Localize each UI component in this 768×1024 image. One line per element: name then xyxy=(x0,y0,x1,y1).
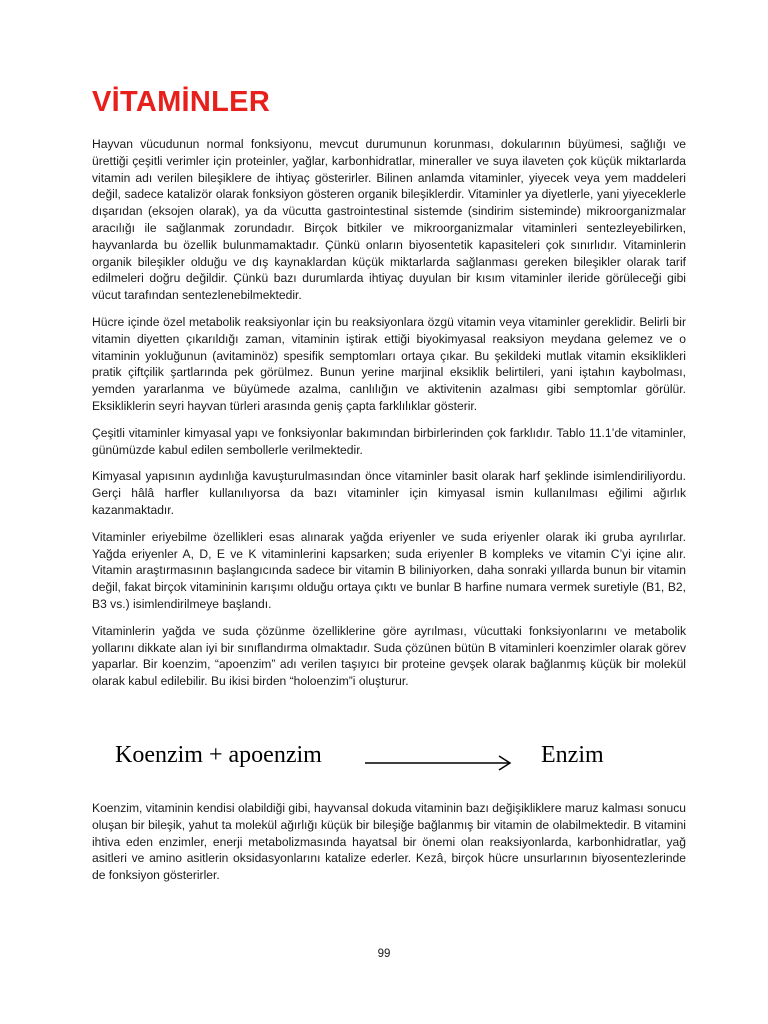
paragraph-intro: Hayvan vücudunun normal fonksiyonu, mevcut durumunun korunması, dokularının büyümesi, sağlığı ve ürettiği çeşitli verimler için proteinler, yağlar, karbonhidratlar, mineraller ve suya ilaveten çok küçük miktarlarda vitamin adı verilen bileşiklere de ihtiyaç gösterirler. Bilinen anlamda vitaminler, yiyecek veya yem maddeleri değil, sadece katalizör olarak fonksiyon gösteren organik bileşiklerdir. Vitaminler ya diyetlerle, yani yiyeceklerle dışarıdan (eksojen olarak), ya da vücutta gastrointestinal sistemde (sindirim sisteminde) mikroorganizmalar aracılığı ile sağlanmak zorundadır. Birçok bitkiler ve mikroorganizmalar vitaminleri sentezleyebilirken, hayvanlarda bu özellik bulunmamaktadır. Çünkü onların biyosentetik kapasiteleri çok sınırlıdır. Vitaminlerin organik bileşikler olduğu ve dış kaynaklardan küçük miktarlarda sağlanması gereken bileşikler olarak tarif edilmeleri doğru değildir. Çünkü bazı durumlarda ihtiyaç duyulan bir kısım vitaminler ileride görüleceği gibi vücut tarafından sentezlenebilmektedir. xyxy=(92,137,686,303)
enzyme-equation xyxy=(115,742,635,782)
paragraph-solubility: Vitaminler eriyebilme özellikleri esas alınarak yağda eriyenler ve suda eriyenler olarak iki gruba ayrılırlar. Yağda eriyenler A, D, E ve K vitaminlerini kapsarken; suda eriyenler B kompleks ve vitamin C’yi içine alır. Vitamin araştırmasının başlangıcında sadece bir vitamin B biliniyorken, daha sonraki yıllarda bunun bir vitamin değil, fakat birçok vitamininin karışımı olduğu ortaya çıktı ve bunlar B harfine numara vermek suretiyle (B1, B2, B3 vs.) isimlendirilmeye başlandı. xyxy=(92,529,686,611)
paragraph-metabolic-reactions: Hücre içinde özel metabolik reaksiyonlar için bu reaksiyonlara özgü vitamin veya vitaminler gereklidir. Belirli bir vitamin diyetten çıkarıldığı zaman, vitaminin iştirak ettiği biyokimyasal reaksiyon meydana gelemez ve o vitaminin yokluğunun (avitaminöz) spesifik semptomları ortaya çıkar. Bu şekildeki mutlak vitamin eksiklikleri pratik çiftçilik şartlarında pek görülmez. Bunun yerine marjinal eksiklik belirtileri, yani iştahın kaybolması, yemden yararlanma ve büyümede azalma, canlılığın ve aktivitenin azalması gibi semptomlar görülür. Eksikliklerin seyri hayvan türleri arasında geniş çapta farklılıklar gösterir. xyxy=(92,314,686,413)
page-title: VİTAMİNLER xyxy=(92,86,271,118)
reaction-arrow-icon xyxy=(365,748,515,778)
paragraph-coenzyme: Vitaminlerin yağda ve suda çözünme özelliklerine göre ayrılması, vücuttaki fonksiyonlarını ve metabolik yollarını dikkate alan iyi bir sınıflandırma olmaktadır. Suda çözünen bütün B vitaminleri koenzimler olarak görev yaparlar. Bir koenzim, “apoenzim” adı verilen taşıyıcı bir proteine gevşek olarak bağlanmış küçük bir molekül olarak kabul edilebilir. Bu ikisi birden “holoenzim”i oluşturur. xyxy=(92,623,686,689)
paragraph-chemical-structure: Çeşitli vitaminler kimyasal yapı ve fonksiyonlar bakımından birbirlerinden çok farklıdır. Tablo 11.1’de vitaminler, günümüzde kabul edilen sembollerle verilmektedir. xyxy=(92,425,686,457)
body-text-top xyxy=(92,136,686,700)
paragraph-coenzyme-role: Koenzim, vitaminin kendisi olabildiği gibi, hayvansal dokuda vitaminin bazı değişikliklere maruz kalması sonucu oluşan bir bileşik, yahut ta molekül ağırlığı küçük bir bileşiğe bağlanmış bir vitamin de olabilmektedir. B vitamini ihtiva eden enzimler, enerji metabolizmasında hayatsal bir önemi olan reaksiyonlarda, karbonhidratlar, yağ asitleri ve amino asitlerin oksidasyonlarını katalize ederler. Kezâ, birçok hücre unsurlarının biyosentezlerinde de fonksiyon gösterirler. xyxy=(92,801,686,883)
body-text-bottom xyxy=(92,800,686,894)
paragraph-naming: Kimyasal yapısının aydınlığa kavuşturulmasından önce vitaminler basit olarak harf şeklinde isimlendiriliyordu. Gerçi hâlâ harfler kullanılıyorsa da bazı vitaminler için kimyasal ismin kullanılması eğilimi ağırlık kazanmaktadır. xyxy=(92,469,686,517)
equation-product: Enzim xyxy=(541,742,604,768)
equation-reactants: Koenzim + apoenzim xyxy=(115,742,322,768)
page-number: 99 xyxy=(377,948,391,960)
